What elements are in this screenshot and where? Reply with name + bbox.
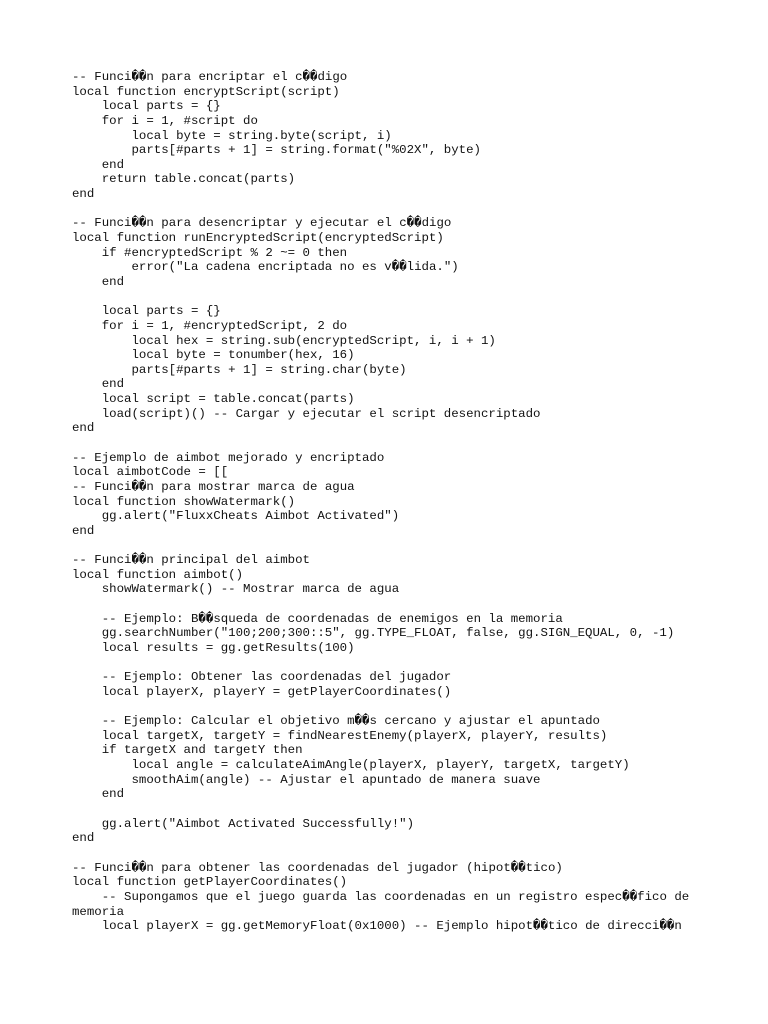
code-line: -- Funci��n para encriptar el c��digo — [72, 70, 348, 84]
code-line: load(script)() -- Cargar y ejecutar el script desencriptado — [72, 406, 541, 421]
code-line — [72, 802, 712, 817]
code-line: end — [72, 187, 95, 202]
code-line: local targetX, targetY = findNearestEnemy(playerX, playerY, results) — [72, 728, 608, 743]
code-line: -- Supongamos que el juego guarda las coordenadas en un registro espec��fico de — [72, 889, 690, 904]
code-line: local hex = string.sub(encryptedScript, i, i + 1) — [72, 333, 496, 348]
code-line — [72, 202, 712, 217]
code-line: for i = 1, #script do — [72, 113, 258, 128]
code-line: return table.concat(parts) — [72, 172, 296, 187]
code-line: end — [72, 157, 125, 172]
code-line: -- Ejemplo: Calcular el objetivo m��s cercano y ajustar el apuntado — [72, 714, 600, 729]
code-line: -- Ejemplo de aimbot mejorado y encriptado — [72, 450, 385, 465]
code-line — [72, 597, 712, 612]
code-line: local byte = tonumber(hex, 16) — [72, 348, 355, 363]
code-line: local script = table.concat(parts) — [72, 392, 355, 407]
code-line: parts[#parts + 1] = string.format("%02X", byte) — [72, 143, 481, 158]
code-line: smoothAim(angle) -- Ajustar el apuntado de manera suave — [72, 772, 541, 787]
code-line: end — [72, 787, 125, 802]
code-line: -- Funci��n para mostrar marca de agua — [72, 479, 355, 494]
code-listing — [72, 70, 712, 934]
code-line: local function showWatermark() — [72, 494, 296, 509]
code-line — [72, 539, 712, 554]
code-line: local function encryptScript(script) — [72, 84, 340, 99]
code-line: if #encryptedScript % 2 ~= 0 then — [72, 245, 348, 260]
code-line: memoria — [72, 904, 125, 919]
code-line: for i = 1, #encryptedScript, 2 do — [72, 318, 348, 333]
code-line: -- Ejemplo: B��squeda de coordenadas de enemigos en la memoria — [72, 611, 563, 626]
code-line: error("La cadena encriptada no es v��lida.") — [72, 260, 459, 275]
code-line: gg.alert("Aimbot Activated Successfully!") — [72, 816, 415, 831]
code-line: local byte = string.byte(script, i) — [72, 128, 392, 143]
code-line: local parts = {} — [72, 304, 221, 319]
code-line: -- Funci��n para desencriptar y ejecutar el c��digo — [72, 216, 452, 231]
code-line: -- Ejemplo: Obtener las coordenadas del jugador — [72, 670, 452, 685]
code-line: end — [72, 831, 95, 846]
code-line: local aimbotCode = [[ — [72, 465, 229, 480]
code-line: end — [72, 274, 125, 289]
code-line: end — [72, 377, 125, 392]
code-line — [72, 436, 712, 451]
code-line: local function runEncryptedScript(encryptedScript) — [72, 231, 444, 246]
code-line — [72, 290, 712, 305]
code-line: local playerX = gg.getMemoryFloat(0x1000) -- Ejemplo hipot��tico de direcci��n — [72, 919, 682, 934]
code-line: local results = gg.getResults(100) — [72, 640, 355, 655]
code-line: local angle = calculateAimAngle(playerX, playerY, targetX, targetY) — [72, 758, 630, 773]
code-line: end — [72, 523, 95, 538]
code-line: -- Funci��n principal del aimbot — [72, 553, 310, 568]
code-line: end — [72, 421, 95, 436]
code-line: local parts = {} — [72, 99, 221, 114]
code-line: gg.alert("FluxxCheats Aimbot Activated") — [72, 509, 400, 524]
code-line: parts[#parts + 1] = string.char(byte) — [72, 362, 407, 377]
code-line: showWatermark() -- Mostrar marca de agua — [72, 582, 400, 597]
code-line: local function getPlayerCoordinates() — [72, 875, 348, 890]
code-line: -- Funci��n para obtener las coordenadas del jugador (hipot��tico) — [72, 860, 563, 875]
code-line — [72, 846, 712, 861]
code-line — [72, 700, 712, 715]
code-line: gg.searchNumber("100;200;300::5", gg.TYPE_FLOAT, false, gg.SIGN_EQUAL, 0, -1) — [72, 626, 675, 641]
code-line: if targetX and targetY then — [72, 743, 303, 758]
code-line: local playerX, playerY = getPlayerCoordinates() — [72, 684, 452, 699]
code-line — [72, 656, 712, 671]
code-line: local function aimbot() — [72, 567, 244, 582]
